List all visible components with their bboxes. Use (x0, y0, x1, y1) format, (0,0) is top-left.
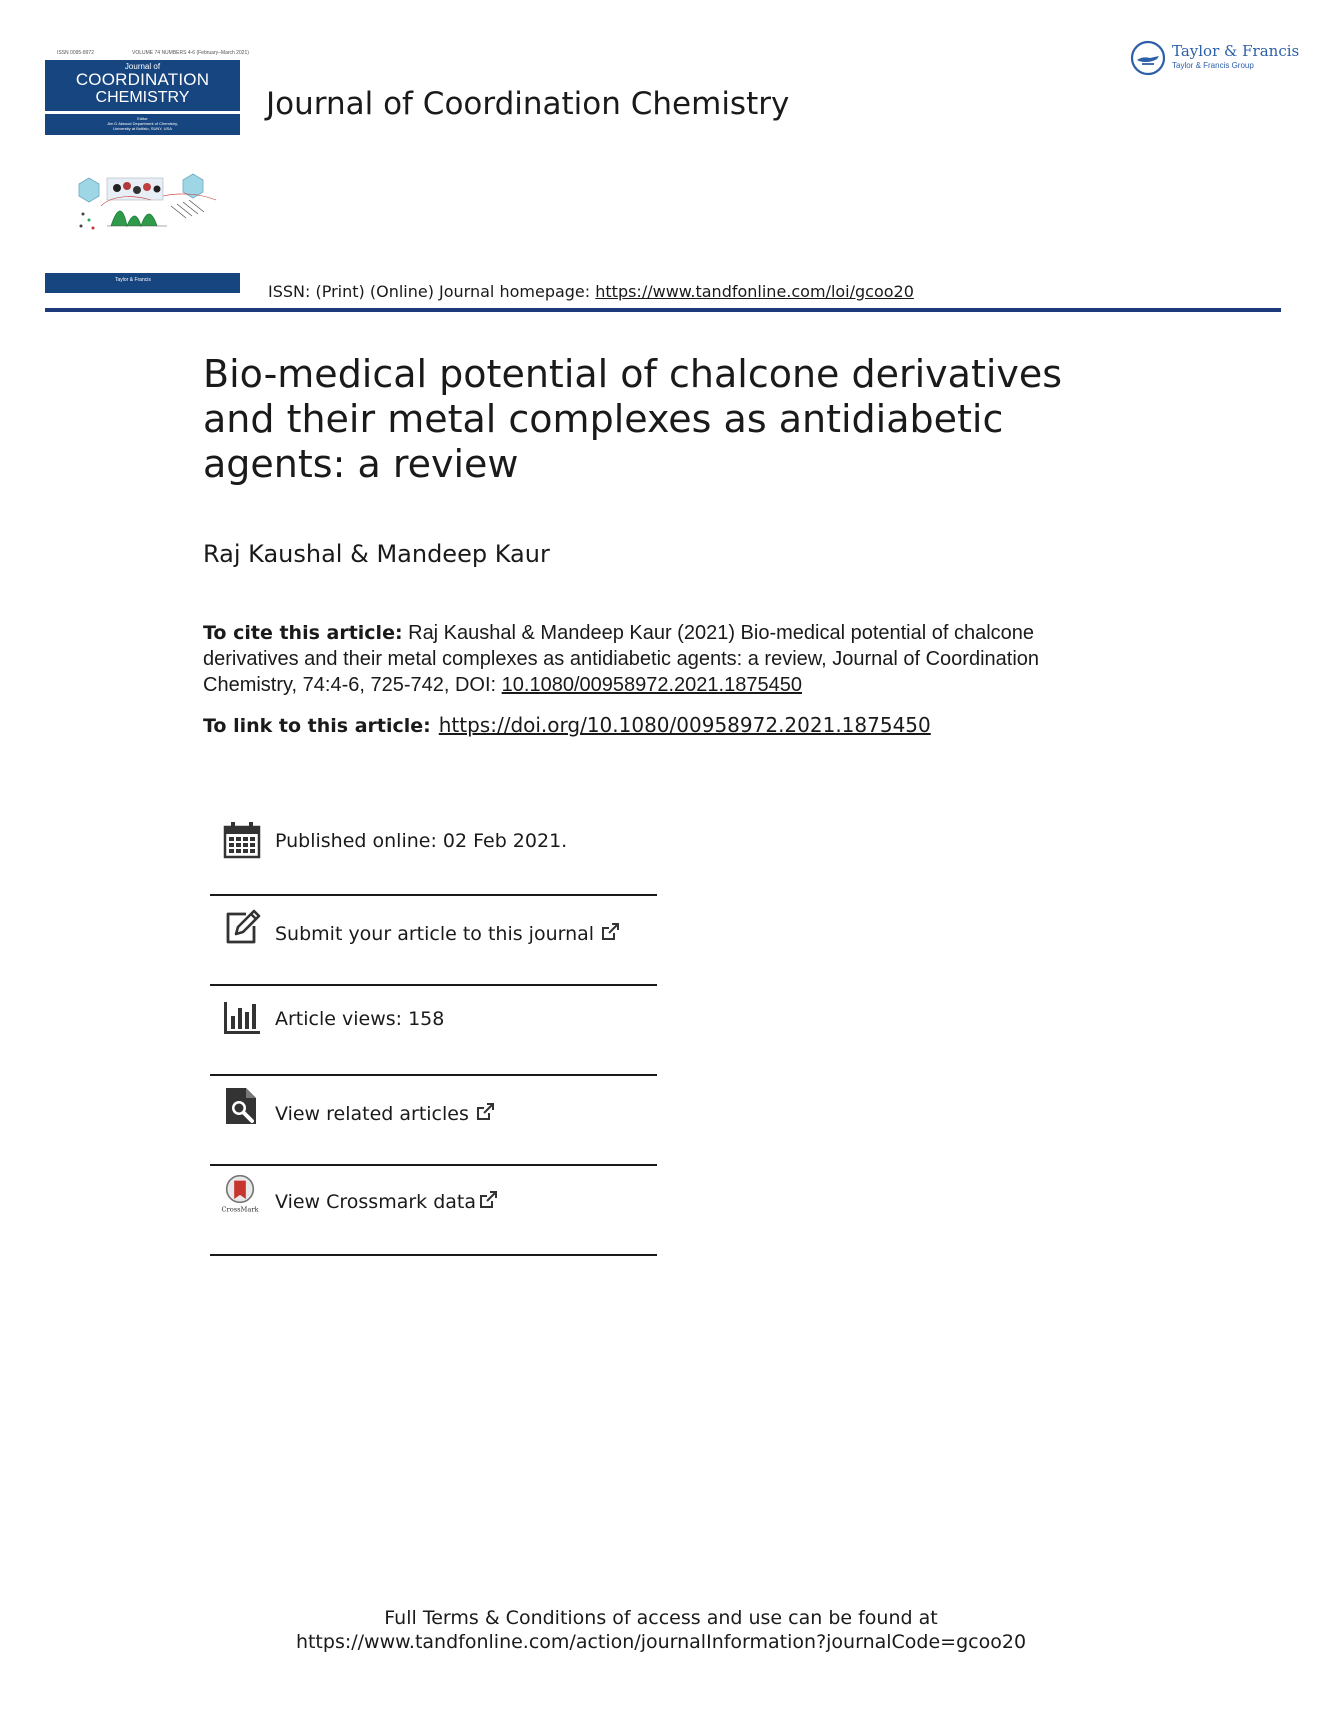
article-authors: Raj Kaushal & Mandeep Kaur (203, 540, 550, 568)
published-online-text: Published online: 02 Feb 2021. (275, 830, 568, 852)
external-link-icon (600, 922, 620, 942)
cover-publisher-band (45, 273, 240, 293)
crossmark-label: CrossMark (221, 1205, 259, 1214)
cover-issn: ISSN 0095-8972 (57, 50, 94, 56)
article-views-row (210, 988, 657, 1076)
publisher-group: Taylor & Francis Group (1172, 61, 1254, 70)
divider (210, 1254, 657, 1256)
article-link-line (203, 713, 931, 737)
publisher-name: Taylor & Francis (1172, 42, 1300, 60)
cover-editor-text: Editor Jim D Atwood Department of Chemistry, University at Buffalo, SUNY, USA (107, 116, 178, 131)
divider (210, 1074, 657, 1076)
crossmark-data-label: View Crossmark data (275, 1191, 477, 1213)
external-link-icon (478, 1190, 498, 1210)
issn-text: ISSN: (Print) (Online) Journal homepage: (268, 282, 596, 301)
cover-coordination: COORDINATION (75, 70, 210, 89)
crossmark-icon (220, 1174, 260, 1214)
cover-chemistry: CHEMISTRY (95, 89, 190, 106)
cover-artwork (71, 166, 221, 246)
footer-terms-link[interactable]: https://www.tandfonline.com/action/journalInformation?journalCode=gcoo20 (295, 1631, 1027, 1653)
cover-volume: VOLUME 74 NUMBERS 4-6 (February–March 2021) (131, 50, 249, 56)
edit-icon (222, 908, 262, 948)
submit-article-row[interactable] (210, 898, 657, 986)
footer-terms-line: Full Terms & Conditions of access and use can be found at (384, 1607, 938, 1629)
bar-chart-icon (222, 998, 262, 1038)
cite-doi-link[interactable]: 10.1080/00958972.2021.1875450 (501, 674, 802, 696)
cover-publisher-logo: Taylor & Francis (115, 277, 151, 283)
published-online-row (210, 808, 657, 896)
submit-article-text[interactable] (275, 922, 620, 945)
calendar-icon (222, 820, 262, 860)
publisher-logo[interactable] (1130, 38, 1300, 78)
journal-homepage-link[interactable]: https://www.tandfonline.com/loi/gcoo20 (595, 282, 914, 301)
divider (210, 894, 657, 896)
issn-line (268, 282, 914, 301)
article-title: Bio-medical potential of chalcone derivatives and their metal complexes as antidiabetic agents: a review (203, 352, 1063, 486)
related-articles-label: View related articles (275, 1103, 469, 1125)
cover-meta (57, 50, 287, 56)
header-rule (45, 308, 1281, 312)
related-articles-text[interactable] (275, 1102, 495, 1125)
divider (210, 984, 657, 986)
related-articles-row[interactable] (210, 1078, 657, 1166)
footer-terms (0, 1606, 1322, 1654)
cover-journal-of: Journal of (124, 62, 161, 71)
crossmark-text[interactable] (275, 1190, 498, 1213)
citation-block (203, 620, 1103, 698)
journal-title: Journal of Coordination Chemistry (266, 86, 790, 122)
journal-cover (45, 48, 249, 293)
cite-text: Raj Kaushal & Mandeep Kaur (2021) Bio-medical potential of chalcone derivatives and their metal complexes as antidiabetic agents: a review, Journal of Coordination Chemistry, 74:4-6, 725-742, DOI: (203, 622, 1040, 696)
link-label: To link to this article: (203, 715, 431, 737)
article-doi-link[interactable]: https://doi.org/10.1080/00958972.2021.1875450 (438, 713, 931, 737)
external-link-icon (475, 1102, 495, 1122)
cite-label: To cite this article: (203, 622, 403, 644)
crossmark-row[interactable] (210, 1168, 657, 1256)
submit-article-label: Submit your article to this journal (275, 923, 595, 945)
document-search-icon (222, 1086, 262, 1126)
taylor-francis-lamp-icon (1130, 40, 1166, 76)
article-views-text: Article views: 158 (275, 1008, 445, 1030)
divider (210, 1164, 657, 1166)
